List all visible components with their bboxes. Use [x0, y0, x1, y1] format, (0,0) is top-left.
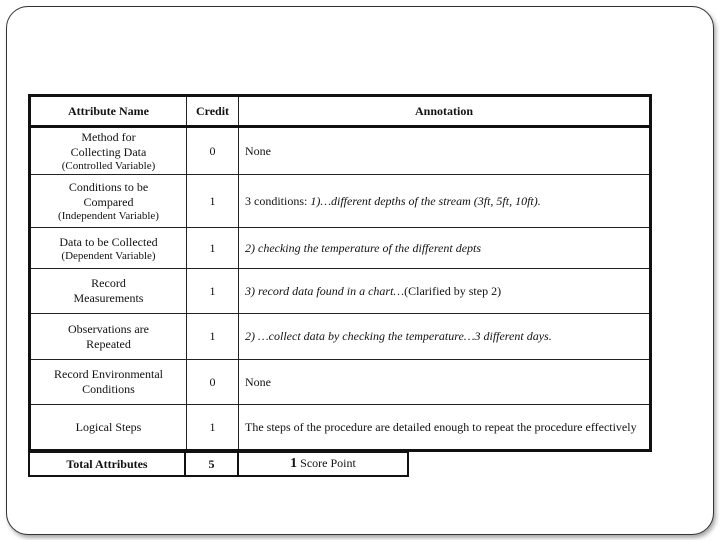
- attribute-name-line: Conditions to be: [68, 180, 149, 194]
- table-row: [30, 405, 651, 451]
- total-score-number: 1: [290, 456, 298, 471]
- annotation-text: (Clarified by step 2): [404, 283, 502, 298]
- annotation-text: 2) checking the temperature of the different depts: [245, 240, 482, 255]
- annotation-cell: [239, 175, 651, 228]
- total-row: [28, 451, 409, 477]
- attribute-name-line: (Dependent Variable): [61, 249, 156, 262]
- rubric-table-container: [28, 94, 652, 452]
- table-row: [30, 269, 651, 314]
- total-score: [238, 452, 408, 476]
- annotation-cell: [239, 127, 651, 175]
- table-row: [30, 360, 651, 405]
- table-row: [30, 127, 651, 175]
- attribute-name-cell: [30, 127, 187, 175]
- credit-cell: 1: [187, 314, 239, 360]
- attribute-name-line: Conditions: [82, 382, 135, 396]
- attribute-name-line: (Controlled Variable): [61, 160, 156, 172]
- attribute-name-line: Method for: [81, 130, 136, 144]
- attribute-name-cell: [30, 405, 187, 451]
- table-row: [30, 314, 651, 360]
- annotation-cell: [239, 314, 651, 360]
- annotation-text: 3 conditions:: [245, 193, 311, 208]
- header-credit: Credit: [187, 96, 239, 127]
- table-body: [30, 127, 651, 451]
- attribute-name-line: Repeated: [86, 336, 131, 351]
- annotation-text: 2) …collect data by checking the temperature…3 different days.: [245, 329, 552, 343]
- attribute-name-cell: [30, 314, 187, 360]
- attribute-name-cell: [30, 360, 187, 405]
- header-annotation: Annotation: [239, 96, 651, 127]
- annotation-cell: [239, 360, 651, 405]
- attribute-name-line: Record Environmental: [54, 367, 163, 381]
- credit-cell: 1: [187, 228, 239, 269]
- table-row: [30, 228, 651, 269]
- rubric-table: [28, 94, 652, 452]
- annotation-cell: [239, 228, 651, 269]
- total-score-label: Score Point: [300, 456, 356, 470]
- annotation-cell: [239, 405, 651, 451]
- total-credit: 5: [185, 452, 238, 476]
- attribute-name-cell: [30, 269, 187, 314]
- credit-cell: 0: [187, 360, 239, 405]
- total-label: Total Attributes: [29, 452, 185, 476]
- credit-cell: 1: [187, 175, 239, 228]
- attribute-name-line: Logical Steps: [75, 419, 142, 434]
- annotation-text: None: [245, 143, 271, 158]
- header-attribute-name: Attribute Name: [30, 96, 187, 127]
- table-row: [30, 175, 651, 228]
- attribute-name-line: Measurements: [73, 291, 144, 305]
- annotation-text: 3) record data found in a chart…: [245, 283, 405, 298]
- annotation-text: The steps of the procedure are detailed enough to repeat the procedure effectively: [245, 419, 637, 434]
- credit-cell: 0: [187, 127, 239, 175]
- annotation-text: 1)…different depths of the stream (3ft, 5ft, 10ft).: [310, 193, 541, 208]
- table-header-row: [30, 96, 651, 127]
- attribute-name-line: Compared: [83, 195, 134, 209]
- annotation-cell: [239, 269, 651, 314]
- attribute-name-line: Observations are: [68, 321, 149, 336]
- credit-cell: 1: [187, 405, 239, 451]
- attribute-name-line: Record: [91, 276, 126, 290]
- attribute-name-line: (Independent Variable): [58, 210, 159, 222]
- attribute-name-line: Collecting Data: [70, 145, 147, 159]
- attribute-name-line: Data to be Collected: [59, 234, 158, 249]
- attribute-name-cell: [30, 228, 187, 269]
- annotation-text: None: [245, 374, 271, 389]
- credit-cell: 1: [187, 269, 239, 314]
- attribute-name-cell: [30, 175, 187, 228]
